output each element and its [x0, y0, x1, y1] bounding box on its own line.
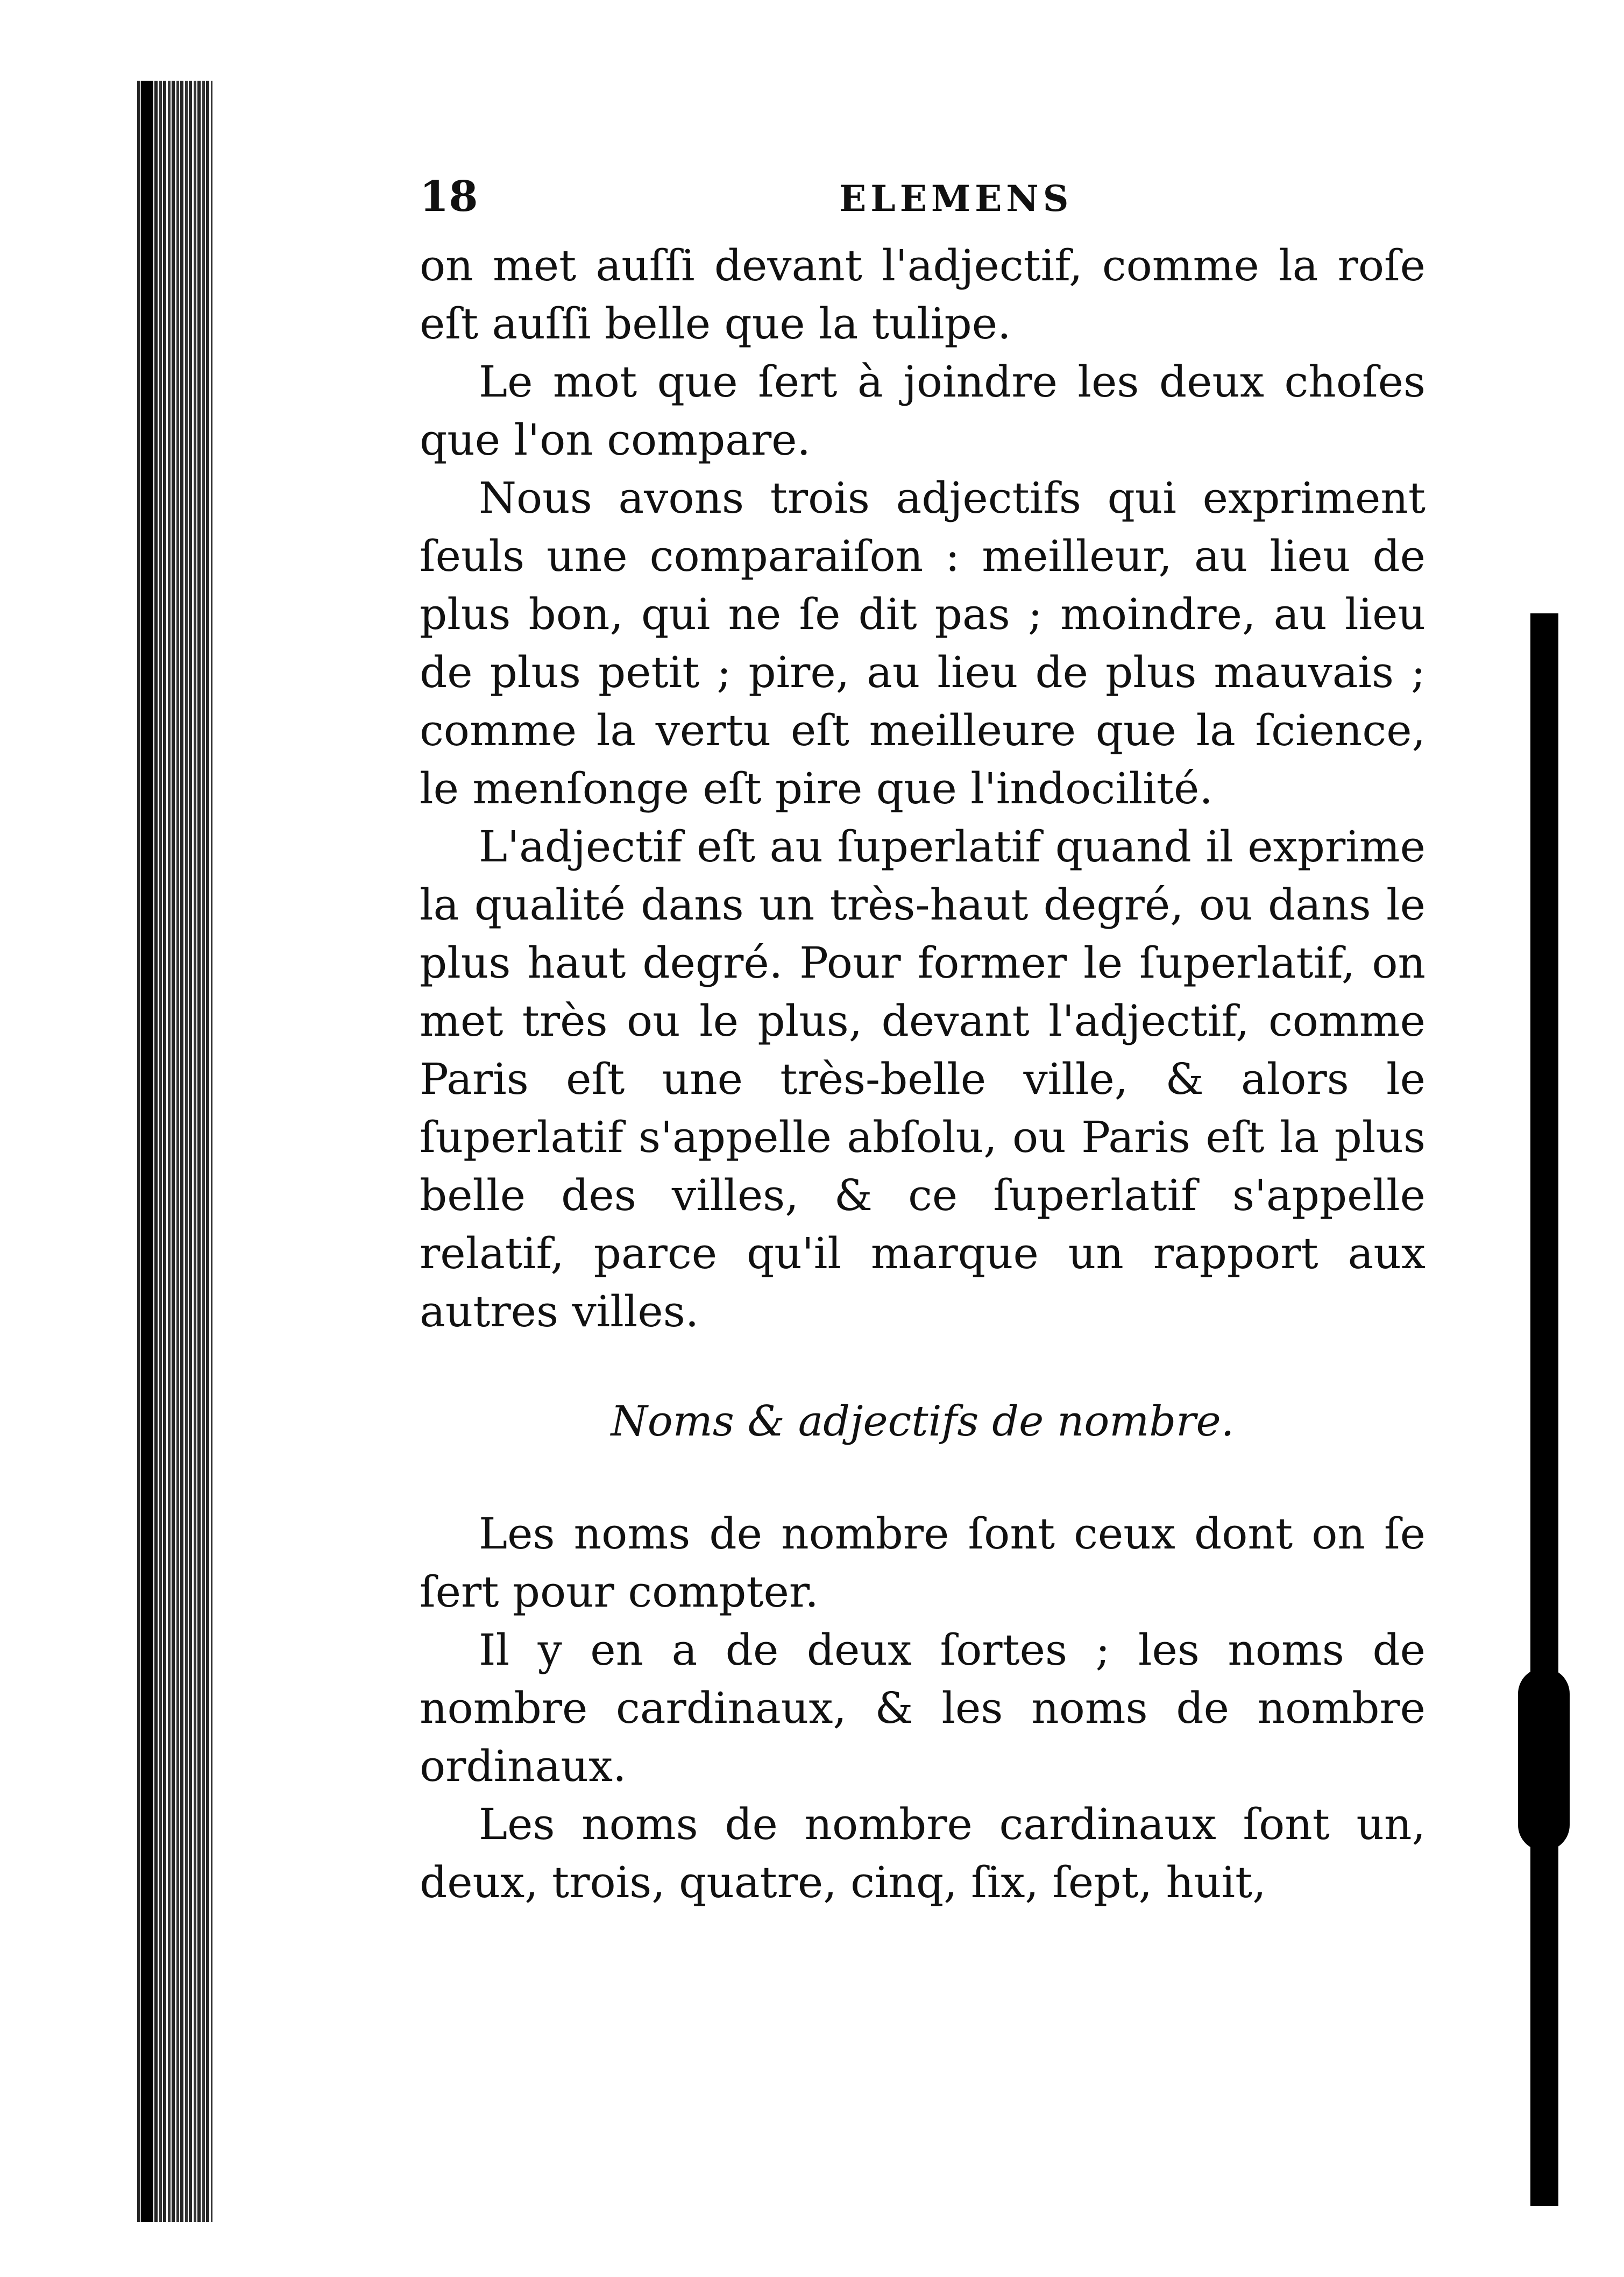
page-content	[420, 172, 1426, 1912]
book-spine-left-edge	[141, 81, 153, 2222]
page-header	[420, 172, 1426, 237]
book-spine-right	[1530, 613, 1558, 2206]
paragraph-superlative: L'adjectif eſt au ſuperlatif quand il exprime la qualité dans un très-haut degré, ou dans le plus haut degré. Pour former le ſuperlatif, on met très ou le plus, devant l'adjectif, comme Paris eſt une très-belle ville, & alors le ſuperlatif s'appelle abſolu, ou Paris eſt la plus belle des villes, & ce ſuperlatif s'appelle relatif, parce qu'il marque un rapport aux autres villes.	[420, 822, 1426, 1336]
page-number: 18	[420, 172, 478, 221]
book-spine-right-bulge	[1518, 1668, 1570, 1851]
paragraph-comparatives: Nous avons trois adjectifs qui expriment ſeuls une comparaiſon : meilleur, au lieu de plus bon, qui ne ſe dit pas ; moindre, au lieu de plus petit ; pire, au lieu de plus mauvais ; comme la vertu eſt meilleure que la ſcience, le menſonge eſt pire que l'indocilité.	[420, 473, 1426, 814]
paragraph-continuation: on met auſſi devant l'adjectif, comme la roſe eſt auſſi belle que la tulipe.	[420, 241, 1426, 349]
paragraph-cardinals: Les noms de nombre cardinaux ſont un, deux, trois, quatre, cinq, ſix, ſept, huit,	[420, 1799, 1426, 1907]
paragraph-two-kinds: Il y en a de deux ſortes ; les noms de nombre cardinaux, & les noms de nombre ordinaux.	[420, 1625, 1426, 1791]
paragraph-que: Le mot que ſert à joindre les deux choſes que l'on compare.	[420, 357, 1426, 465]
paragraph-number-nouns: Les noms de nombre ſont ceux dont on ſe ſert pour compter.	[420, 1509, 1426, 1617]
section-heading: Noms & adjectifs de nombre.	[611, 1397, 1235, 1446]
running-title: ELEMENS	[839, 178, 1073, 220]
